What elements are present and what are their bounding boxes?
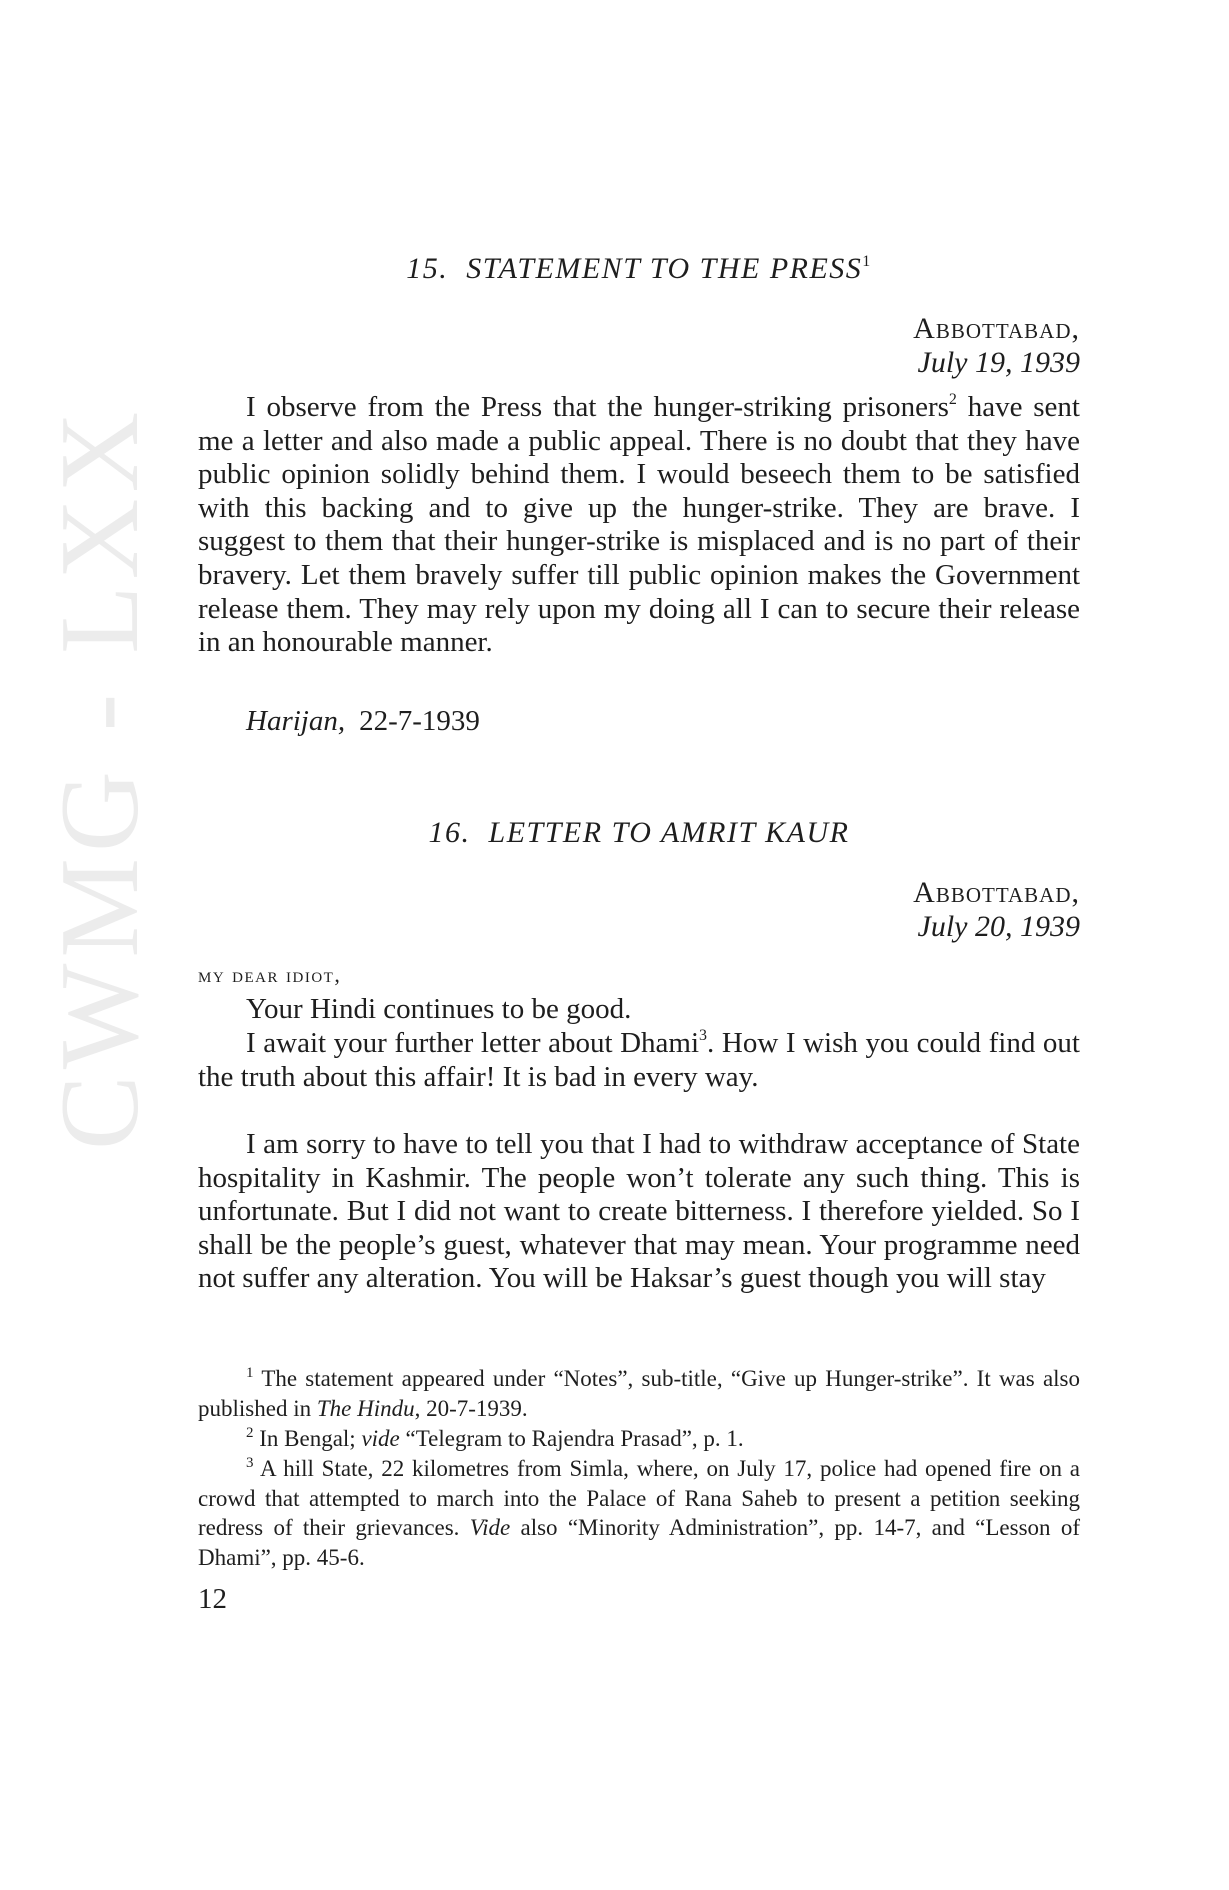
section-15-heading xyxy=(198,252,1080,286)
dateline-date: July 19, 1939 xyxy=(917,346,1080,379)
letter-paragraph-2: I await your further letter about Dhami$^3$. How I wish you could find out the truth about this affair! It is bad in every way. xyxy=(198,1027,1080,1093)
section-number: 16. xyxy=(428,816,471,849)
salutation: my dear idiot, xyxy=(198,962,342,987)
section-title: STATEMENT TO THE PRESS xyxy=(466,252,863,285)
source-citation xyxy=(246,705,480,738)
letter-paragraph-3: I am sorry to have to tell you that I had to withdraw acceptance of State hospitality in Kashmir. The people won’t tolerate any such thing. This is unfortunate. But I did not want to create bitterness. I therefore yielded. So I shall be the people’s guest, whatever that may mean. Your programme need not suffer any alteration. You will be Haksar’s guest though you will stay xyxy=(198,1128,1080,1295)
section-16-heading xyxy=(198,816,1080,850)
dateline-place: Abbottabad, xyxy=(913,876,1080,909)
footnote-ref-1: 1 xyxy=(862,253,872,270)
footnote-ref-2: 2 xyxy=(948,391,957,408)
dateline-date: July 20, 1939 xyxy=(917,910,1080,943)
footnote-ref-3: 3 xyxy=(699,1027,708,1044)
section-number: 15. xyxy=(406,252,449,285)
source-title: Harijan, xyxy=(246,705,346,737)
footnote-3: $^3$ A hill State, 22 kilometres from Simla, where, on July 17, police had opened fire on a crowd that attempted to march into the Palace of Rana Saheb to present a petition seeking redress of their grievances. Vide also “Minority Administration”, pp. 14-7, and “Lesson of Dhami”, pp. 45-6. xyxy=(198,1455,1080,1570)
source-date: 22-7-1939 xyxy=(359,705,480,737)
dateline-place: Abbottabad, xyxy=(913,312,1080,345)
section-title: LETTER TO AMRIT KAUR xyxy=(488,816,850,849)
page-number: 12 xyxy=(198,1583,227,1615)
footnote-2: $^2$ In Bengal; vide “Telegram to Rajendra Prasad”, p. 1. xyxy=(246,1425,744,1451)
letter-paragraph-1: Your Hindi continues to be good. xyxy=(246,993,632,1025)
statement-body: I observe from the Press that the hunger-striking prisoners$^2$ have sent me a letter and also made a public appeal. There is no doubt that they have public opinion solidly behind them. I would beseech them to be satisfied with this backing and to give up the hunger-strike. They are brave. I suggest to them that their hunger-strike is misplaced and is no part of their bravery. Let them bravely suffer till public opinion makes the Government release them. They may rely upon my doing all I can to secure their release in an honourable manner. xyxy=(198,391,1080,659)
footnote-1: $^1$ The statement appeared under “Notes”, sub-title, “Give up Hunger-strike”. It was also published in The Hindu, 20-7-1939. xyxy=(198,1365,1080,1421)
